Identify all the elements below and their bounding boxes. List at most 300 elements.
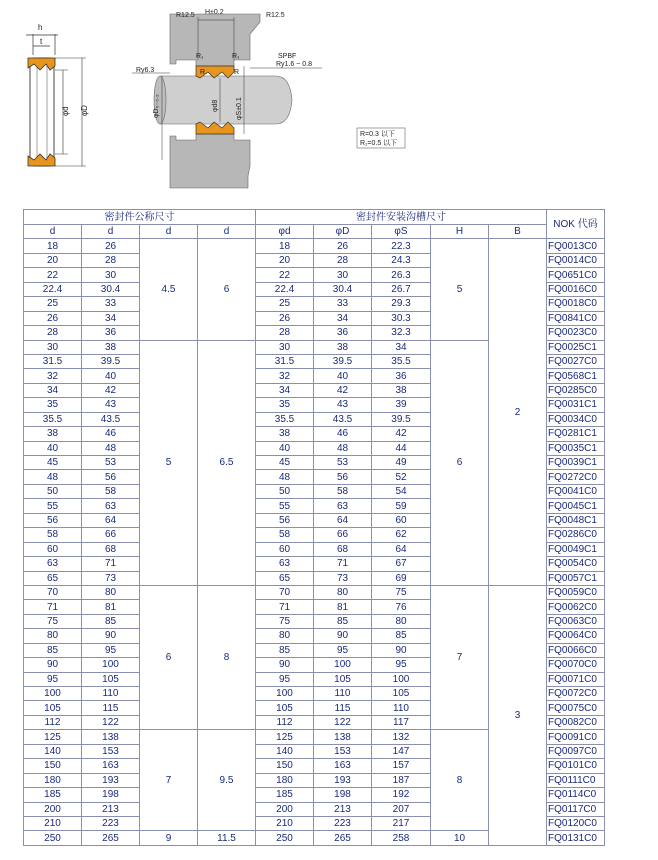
cell-groove-S: 67 [372, 557, 431, 571]
cell-seal-D: 193 [82, 773, 140, 787]
cell-seal-D: 81 [82, 600, 140, 614]
label-r-a: R [200, 69, 206, 76]
cell-groove-D: 85 [314, 614, 372, 628]
cell-groove-D: 71 [314, 557, 372, 571]
cell-groove-S: 34 [372, 340, 431, 354]
cell-groove-D: 153 [314, 744, 372, 758]
cell-seal-D: 46 [82, 427, 140, 441]
cell-groove-S: 32.3 [372, 326, 431, 340]
cell-seal-d: 30 [24, 340, 82, 354]
cell-nok-code: FQ0568C1 [547, 369, 605, 383]
cell-seal-d: 90 [24, 658, 82, 672]
cell-groove-D: 43.5 [314, 412, 372, 426]
installation-view [132, 9, 405, 188]
cell-nok-code: FQ0064C0 [547, 629, 605, 643]
cell-seal-d: 250 [24, 831, 82, 845]
cell-seal-D: 105 [82, 672, 140, 686]
cell-groove-d: 40 [256, 441, 314, 455]
cell-seal-D: 43.5 [82, 412, 140, 426]
cell-groove-D: 30 [314, 268, 372, 282]
cell-groove-d: 26 [256, 311, 314, 325]
cell-groove-D: 115 [314, 701, 372, 715]
cell-groove-d: 125 [256, 730, 314, 744]
col-header-d4: d [198, 225, 256, 239]
cell-nok-code: FQ0072C0 [547, 687, 605, 701]
cell-groove-D: 28 [314, 253, 372, 267]
cell-seal-d: 80 [24, 629, 82, 643]
cell-groove-S: 44 [372, 441, 431, 455]
cell-groove-d: 22.4 [256, 282, 314, 296]
cell-groove-d: 90 [256, 658, 314, 672]
cell-nok-code: FQ0071C0 [547, 672, 605, 686]
cell-seal-D: 28 [82, 253, 140, 267]
cell-seal-h: 9 [140, 831, 198, 845]
cell-seal-D: 71 [82, 557, 140, 571]
cell-seal-D: 90 [82, 629, 140, 643]
cell-seal-D: 110 [82, 687, 140, 701]
cell-groove-B: 3 [489, 585, 547, 845]
seal-cross-section-figure [0, 0, 658, 200]
cell-nok-code: FQ0286C0 [547, 528, 605, 542]
cell-groove-S: 110 [372, 701, 431, 715]
cell-seal-h: 7 [140, 730, 198, 831]
cell-groove-H: 5 [431, 239, 489, 340]
cell-groove-D: 58 [314, 484, 372, 498]
cell-seal-t: 8 [198, 585, 256, 729]
cell-seal-D: 73 [82, 571, 140, 585]
cell-nok-code: FQ0018C0 [547, 297, 605, 311]
cell-groove-S: 54 [372, 484, 431, 498]
col-header-phi-d: φd [256, 225, 314, 239]
cell-seal-d: 100 [24, 687, 82, 701]
cell-nok-code: FQ0048C1 [547, 513, 605, 527]
cell-groove-D: 30.4 [314, 282, 372, 296]
cell-groove-d: 31.5 [256, 354, 314, 368]
label-ry63: Ry6.3 [136, 67, 155, 74]
cell-seal-D: 122 [82, 715, 140, 729]
cell-groove-S: 30.3 [372, 311, 431, 325]
note-r1: R₁=0.5 以下 [360, 140, 398, 147]
cell-seal-D: 48 [82, 441, 140, 455]
cell-groove-S: 258 [372, 831, 431, 845]
col-header-phi-D: φD [314, 225, 372, 239]
cell-nok-code: FQ0082C0 [547, 715, 605, 729]
cell-groove-S: 217 [372, 816, 431, 830]
cell-seal-D: 30.4 [82, 282, 140, 296]
cell-seal-d: 35 [24, 398, 82, 412]
cell-nok-code: FQ0023C0 [547, 326, 605, 340]
cell-groove-S: 35.5 [372, 354, 431, 368]
cell-seal-d: 48 [24, 470, 82, 484]
cell-groove-S: 52 [372, 470, 431, 484]
cell-nok-code: FQ0120C0 [547, 816, 605, 830]
cell-groove-S: 80 [372, 614, 431, 628]
cell-seal-D: 36 [82, 326, 140, 340]
cell-nok-code: FQ0054C0 [547, 557, 605, 571]
cell-groove-S: 75 [372, 585, 431, 599]
cell-groove-D: 138 [314, 730, 372, 744]
cell-groove-d: 70 [256, 585, 314, 599]
cell-groove-H: 8 [431, 730, 489, 831]
label-h: h [38, 23, 43, 32]
cell-groove-d: 95 [256, 672, 314, 686]
cell-nok-code: FQ0114C0 [547, 788, 605, 802]
cell-groove-S: 49 [372, 456, 431, 470]
cell-groove-D: 63 [314, 499, 372, 513]
cell-groove-D: 198 [314, 788, 372, 802]
cell-groove-S: 38 [372, 383, 431, 397]
col-header-H: H [431, 225, 489, 239]
cell-groove-D: 42 [314, 383, 372, 397]
cell-seal-t: 6.5 [198, 340, 256, 585]
cell-groove-d: 22 [256, 268, 314, 282]
cell-groove-S: 147 [372, 744, 431, 758]
cell-groove-S: 29.3 [372, 297, 431, 311]
cell-nok-code: FQ0062C0 [547, 600, 605, 614]
cell-groove-D: 81 [314, 600, 372, 614]
cell-seal-d: 28 [24, 326, 82, 340]
cell-groove-D: 95 [314, 643, 372, 657]
cell-seal-d: 34 [24, 383, 82, 397]
cell-seal-d: 35.5 [24, 412, 82, 426]
seal-profile-top [28, 58, 55, 70]
cell-groove-d: 38 [256, 427, 314, 441]
cell-seal-t: 11.5 [198, 831, 256, 845]
cell-seal-d: 18 [24, 239, 82, 253]
cell-groove-d: 75 [256, 614, 314, 628]
cell-groove-S: 192 [372, 788, 431, 802]
seal-drawing [0, 0, 658, 200]
cell-seal-d: 140 [24, 744, 82, 758]
cell-groove-d: 105 [256, 701, 314, 715]
cell-groove-D: 33 [314, 297, 372, 311]
cell-seal-d: 95 [24, 672, 82, 686]
cell-groove-D: 56 [314, 470, 372, 484]
seal-spec-table [23, 209, 605, 846]
cell-nok-code: FQ0057C1 [547, 571, 605, 585]
cell-seal-d: 63 [24, 557, 82, 571]
cell-groove-D: 36 [314, 326, 372, 340]
cell-groove-D: 213 [314, 802, 372, 816]
cell-groove-D: 38 [314, 340, 372, 354]
label-ry-range: Ry1.6 ~ 0.8 [276, 61, 312, 68]
cell-groove-D: 26 [314, 239, 372, 253]
cell-groove-D: 43 [314, 398, 372, 412]
cell-groove-d: 80 [256, 629, 314, 643]
cell-groove-D: 80 [314, 585, 372, 599]
cell-seal-h: 4.5 [140, 239, 198, 340]
cell-groove-S: 117 [372, 715, 431, 729]
label-phi-D: φD [80, 105, 89, 116]
cell-seal-D: 64 [82, 513, 140, 527]
cell-seal-d: 185 [24, 788, 82, 802]
cell-groove-D: 46 [314, 427, 372, 441]
cell-groove-D: 73 [314, 571, 372, 585]
cell-groove-H: 7 [431, 585, 489, 729]
cell-groove-d: 25 [256, 297, 314, 311]
cell-groove-S: 39.5 [372, 412, 431, 426]
cell-nok-code: FQ0016C0 [547, 282, 605, 296]
cell-nok-code: FQ0049C1 [547, 542, 605, 556]
cell-nok-code: FQ0111C0 [547, 773, 605, 787]
cell-seal-d: 210 [24, 816, 82, 830]
cell-groove-d: 56 [256, 513, 314, 527]
cell-nok-code: FQ0091C0 [547, 730, 605, 744]
cell-groove-D: 39.5 [314, 354, 372, 368]
cell-groove-S: 132 [372, 730, 431, 744]
cell-groove-S: 95 [372, 658, 431, 672]
cell-groove-D: 110 [314, 687, 372, 701]
cell-groove-H: 10 [431, 831, 489, 845]
cell-seal-D: 63 [82, 499, 140, 513]
cell-nok-code: FQ0101C0 [547, 759, 605, 773]
cell-groove-S: 85 [372, 629, 431, 643]
cell-groove-S: 157 [372, 759, 431, 773]
label-r-b: R [234, 69, 240, 76]
cell-seal-d: 58 [24, 528, 82, 542]
cell-seal-d: 40 [24, 441, 82, 455]
cell-groove-d: 18 [256, 239, 314, 253]
label-shaft-d: φD₀₋₀.₂ [153, 94, 160, 118]
cell-seal-d: 20 [24, 253, 82, 267]
cell-groove-S: 26.3 [372, 268, 431, 282]
cell-groove-S: 100 [372, 672, 431, 686]
cell-nok-code: FQ0014C0 [547, 253, 605, 267]
cell-seal-d: 75 [24, 614, 82, 628]
cell-seal-d: 112 [24, 715, 82, 729]
cell-seal-D: 58 [82, 484, 140, 498]
shaft [160, 76, 292, 124]
cell-groove-D: 100 [314, 658, 372, 672]
col-header-d2: d [82, 225, 140, 239]
cell-groove-S: 26.7 [372, 282, 431, 296]
cell-seal-d: 45 [24, 456, 82, 470]
cell-groove-d: 100 [256, 687, 314, 701]
cell-seal-d: 200 [24, 802, 82, 816]
cell-groove-S: 60 [372, 513, 431, 527]
cell-seal-d: 25 [24, 297, 82, 311]
cell-groove-d: 85 [256, 643, 314, 657]
cell-groove-D: 40 [314, 369, 372, 383]
cell-nok-code: FQ0035C1 [547, 441, 605, 455]
cell-groove-d: 35 [256, 398, 314, 412]
cell-groove-d: 250 [256, 831, 314, 845]
cell-seal-D: 26 [82, 239, 140, 253]
cell-nok-code: FQ0281C1 [547, 427, 605, 441]
cell-seal-D: 100 [82, 658, 140, 672]
cell-seal-d: 56 [24, 513, 82, 527]
label-r125-left: R12.5 [176, 12, 195, 19]
cell-seal-D: 223 [82, 816, 140, 830]
cell-groove-S: 62 [372, 528, 431, 542]
header-groove-dimensions: 密封件安装沟槽尺寸 [256, 210, 547, 225]
cell-seal-D: 138 [82, 730, 140, 744]
cell-groove-H: 6 [431, 340, 489, 585]
cell-nok-code: FQ0651C0 [547, 268, 605, 282]
cell-seal-D: 56 [82, 470, 140, 484]
cell-seal-D: 66 [82, 528, 140, 542]
cell-groove-D: 265 [314, 831, 372, 845]
cell-seal-D: 40 [82, 369, 140, 383]
cell-groove-S: 59 [372, 499, 431, 513]
cell-seal-d: 105 [24, 701, 82, 715]
header-nok-code: NOK 代码 [547, 210, 605, 239]
cell-groove-S: 69 [372, 571, 431, 585]
cell-seal-D: 33 [82, 297, 140, 311]
cell-groove-D: 64 [314, 513, 372, 527]
cell-groove-d: 63 [256, 557, 314, 571]
cell-groove-S: 76 [372, 600, 431, 614]
cell-seal-t: 9.5 [198, 730, 256, 831]
cell-groove-S: 105 [372, 687, 431, 701]
cell-groove-S: 90 [372, 643, 431, 657]
label-shaft-s: φS±0.1 [236, 97, 243, 120]
cell-groove-D: 193 [314, 773, 372, 787]
cell-seal-D: 39.5 [82, 354, 140, 368]
cell-seal-d: 70 [24, 585, 82, 599]
cell-groove-d: 20 [256, 253, 314, 267]
cell-nok-code: FQ0097C0 [547, 744, 605, 758]
cell-seal-D: 80 [82, 585, 140, 599]
cell-groove-d: 71 [256, 600, 314, 614]
cell-seal-D: 53 [82, 456, 140, 470]
cell-seal-D: 153 [82, 744, 140, 758]
cell-groove-D: 90 [314, 629, 372, 643]
cell-nok-code: FQ0131C0 [547, 831, 605, 845]
cell-groove-d: 65 [256, 571, 314, 585]
cell-nok-code: FQ0041C0 [547, 484, 605, 498]
cell-groove-S: 22.3 [372, 239, 431, 253]
cell-seal-D: 95 [82, 643, 140, 657]
cell-groove-D: 223 [314, 816, 372, 830]
cell-groove-S: 64 [372, 542, 431, 556]
cell-seal-d: 65 [24, 571, 82, 585]
cell-nok-code: FQ0027C0 [547, 354, 605, 368]
cell-seal-D: 198 [82, 788, 140, 802]
cell-groove-d: 50 [256, 484, 314, 498]
cell-seal-D: 34 [82, 311, 140, 325]
cell-seal-D: 265 [82, 831, 140, 845]
cell-seal-h: 5 [140, 340, 198, 585]
seal-installed-bottom [196, 122, 234, 134]
label-h-tol: H±0.2 [205, 9, 224, 16]
cell-nok-code: FQ0066C0 [547, 643, 605, 657]
cell-groove-d: 200 [256, 802, 314, 816]
cell-groove-S: 39 [372, 398, 431, 412]
cell-groove-d: 32 [256, 369, 314, 383]
cell-seal-d: 60 [24, 542, 82, 556]
cell-nok-code: FQ0025C1 [547, 340, 605, 354]
cell-groove-D: 66 [314, 528, 372, 542]
label-r125-right: R12.5 [266, 12, 285, 19]
cell-nok-code: FQ0039C1 [547, 456, 605, 470]
header-seal-nominal: 密封件公称尺寸 [24, 210, 256, 225]
cell-groove-d: 112 [256, 715, 314, 729]
cell-seal-d: 85 [24, 643, 82, 657]
cell-seal-D: 163 [82, 759, 140, 773]
cell-groove-S: 187 [372, 773, 431, 787]
cell-nok-code: FQ0031C1 [547, 398, 605, 412]
table-row [24, 239, 605, 253]
cell-nok-code: FQ0070C0 [547, 658, 605, 672]
cell-nok-code: FQ0059C0 [547, 585, 605, 599]
cell-groove-d: 35.5 [256, 412, 314, 426]
cell-groove-D: 53 [314, 456, 372, 470]
cell-seal-D: 43 [82, 398, 140, 412]
cell-seal-d: 26 [24, 311, 82, 325]
label-r1-a: R₁ [196, 53, 204, 60]
cell-nok-code: FQ0045C1 [547, 499, 605, 513]
seal-profile-bottom [28, 154, 55, 166]
cell-groove-d: 140 [256, 744, 314, 758]
cell-groove-D: 163 [314, 759, 372, 773]
cell-nok-code: FQ0117C0 [547, 802, 605, 816]
cell-groove-S: 207 [372, 802, 431, 816]
col-header-phi-S: φS [372, 225, 431, 239]
cell-groove-d: 28 [256, 326, 314, 340]
cell-groove-d: 60 [256, 542, 314, 556]
label-shaft-d8: φd8 [212, 99, 219, 112]
housing-top [170, 14, 260, 66]
seal-section-view [26, 23, 89, 166]
cell-groove-d: 150 [256, 759, 314, 773]
cell-groove-D: 68 [314, 542, 372, 556]
cell-groove-d: 180 [256, 773, 314, 787]
cell-seal-d: 180 [24, 773, 82, 787]
cell-nok-code: FQ0841C0 [547, 311, 605, 325]
cell-nok-code: FQ0063C0 [547, 614, 605, 628]
label-r1-b: R₁ [232, 53, 240, 60]
housing-bottom [170, 134, 250, 188]
cell-groove-S: 36 [372, 369, 431, 383]
cell-groove-d: 30 [256, 340, 314, 354]
cell-seal-d: 50 [24, 484, 82, 498]
cell-seal-D: 42 [82, 383, 140, 397]
cell-seal-d: 31.5 [24, 354, 82, 368]
cell-nok-code: FQ0285C0 [547, 383, 605, 397]
cell-nok-code: FQ0272C0 [547, 470, 605, 484]
col-header-d1: d [24, 225, 82, 239]
cell-nok-code: FQ0013C0 [547, 239, 605, 253]
cell-groove-d: 45 [256, 456, 314, 470]
col-header-d3: d [140, 225, 198, 239]
cell-groove-d: 48 [256, 470, 314, 484]
cell-seal-D: 38 [82, 340, 140, 354]
cell-seal-D: 68 [82, 542, 140, 556]
table-row [24, 585, 605, 599]
cell-groove-B: 2 [489, 239, 547, 586]
cell-nok-code: FQ0034C0 [547, 412, 605, 426]
cell-groove-d: 210 [256, 816, 314, 830]
cell-groove-D: 34 [314, 311, 372, 325]
cell-seal-d: 32 [24, 369, 82, 383]
cell-seal-d: 55 [24, 499, 82, 513]
cell-seal-d: 150 [24, 759, 82, 773]
cell-seal-d: 71 [24, 600, 82, 614]
cell-groove-d: 55 [256, 499, 314, 513]
cell-groove-D: 122 [314, 715, 372, 729]
cell-groove-D: 48 [314, 441, 372, 455]
label-spbf: SPBF [278, 53, 297, 60]
cell-seal-d: 22.4 [24, 282, 82, 296]
cell-seal-D: 213 [82, 802, 140, 816]
col-header-B: B [489, 225, 547, 239]
label-phi-d: φd [61, 106, 70, 116]
cell-groove-d: 58 [256, 528, 314, 542]
cell-groove-d: 34 [256, 383, 314, 397]
cell-groove-d: 185 [256, 788, 314, 802]
cell-seal-D: 30 [82, 268, 140, 282]
